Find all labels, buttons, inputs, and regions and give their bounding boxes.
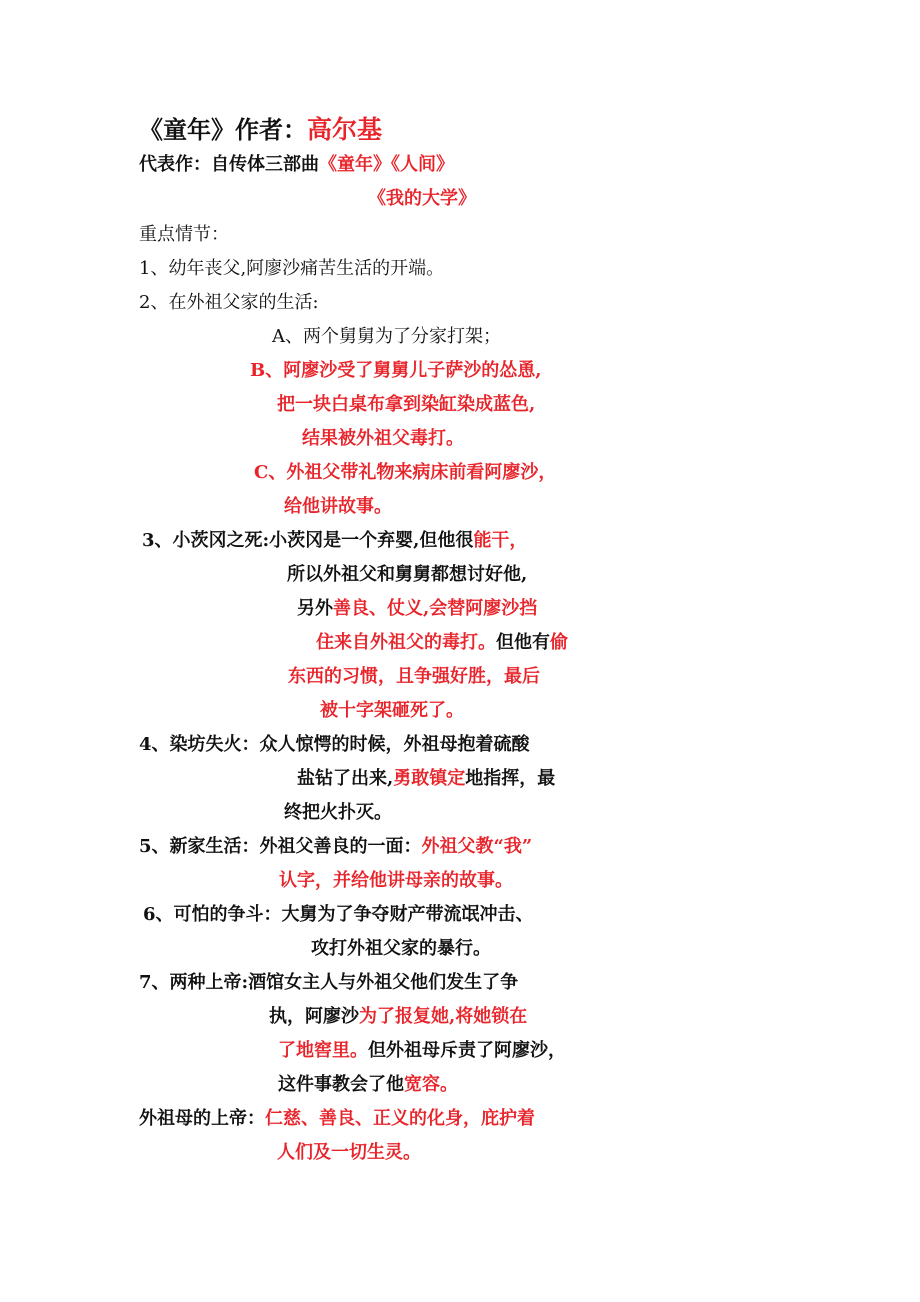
plot-7-line-3 <box>278 1038 566 1064</box>
plot-2c-line-1: C、外祖父带礼物来病床前看阿廖沙， <box>254 462 557 483</box>
plot-5-line-1 <box>139 834 532 860</box>
plot-3-line-2: 所以外祖父和舅舅都想讨好他, <box>287 564 528 585</box>
plot-8-highlight: 仁慈、善良、正义的化身，庇护着 <box>265 1108 535 1129</box>
plot-7-line-1: 7、两种上帝:酒馆女主人与外祖父他们发生了争 <box>139 972 519 993</box>
plot-3-line-6: 被十字架砸死了。 <box>320 700 464 721</box>
plot-5-line-2: 认字，并给他讲母亲的故事。 <box>279 870 513 891</box>
plot-8-line-1 <box>139 1106 535 1132</box>
plot-5-text: 5、新家生活：外祖父善良的一面： <box>139 836 422 857</box>
plot-7-highlight: 了地窖里。 <box>278 1040 368 1061</box>
plot-3-line-5: 东西的习惯，且争强好胜，最后 <box>288 666 540 687</box>
plot-4-line-1: 4、染坊失火：众人惊愕的时候，外祖母抱着硫酸 <box>139 734 530 755</box>
plot-3-line-4 <box>316 630 568 656</box>
plot-2b-line-3: 结果被外祖父毒打。 <box>302 428 464 449</box>
plot-7-text: 这件事教会了他 <box>278 1074 404 1095</box>
plot-7-highlight: 宽容。 <box>404 1074 458 1095</box>
plot-3-highlight: 偷 <box>550 632 568 653</box>
plot-8-text: 外祖母的上帝： <box>139 1108 265 1129</box>
author-name: 高尔基 <box>307 115 383 144</box>
plot-3-text: 但他有 <box>496 632 550 653</box>
plot-2b-line-1: B、阿廖沙受了舅舅儿子萨沙的怂恿, <box>250 360 542 381</box>
works-label: 代表作：自传体三部曲 <box>139 154 319 175</box>
works-line <box>139 152 454 178</box>
plot-2b-line-2: 把一块白桌布拿到染缸染成蓝色, <box>277 394 536 415</box>
works-titles: 《童年》《人间》 <box>319 154 454 175</box>
plot-3-highlight: 善良、仗义,会替阿廖沙挡 <box>333 598 538 619</box>
book-title: 《童年》作者： <box>139 115 307 144</box>
plot-3-line-1 <box>142 528 527 554</box>
plot-4-text: 地指挥，最 <box>465 768 556 789</box>
plot-3-text: 3、小茨冈之死:小茨冈是一个弃婴,但他很 <box>142 530 474 551</box>
plot-2a: A、两个舅舅为了分家打架； <box>272 326 501 347</box>
plot-7-highlight: 为了报复她,将她锁在 <box>359 1006 528 1027</box>
plot-7-line-4 <box>278 1072 458 1098</box>
doc-title <box>139 114 382 146</box>
plot-4-line-2 <box>297 766 555 792</box>
plot-6-line-1: 6、可怕的争斗：大舅为了争夺财产带流氓冲击、 <box>143 904 534 925</box>
works-titles-2: 《我的大学》 <box>368 188 476 209</box>
plot-4-text: 盐钻了出来, <box>297 768 394 789</box>
plot-7-line-2 <box>269 1004 527 1030</box>
section-heading: 重点情节： <box>139 224 229 245</box>
plot-3-text: 另外 <box>297 598 333 619</box>
plot-7-text: 执，阿廖沙 <box>269 1006 359 1027</box>
plot-4-highlight: 勇敢镇定 <box>393 768 466 789</box>
plot-3-highlight: 能干， <box>473 530 528 551</box>
plot-7-text: 但外祖母斥责了阿廖沙， <box>368 1040 566 1061</box>
plot-4-line-3: 终把火扑灭。 <box>284 802 392 823</box>
plot-1: 1、幼年丧父,阿廖沙痛苦生活的开端。 <box>139 258 445 279</box>
plot-2: 2、在外祖父家的生活: <box>139 292 319 313</box>
plot-3-line-3 <box>297 596 537 622</box>
plot-8-line-2: 人们及一切生灵。 <box>277 1142 421 1163</box>
plot-5-highlight: 外祖父教“我” <box>421 836 533 857</box>
plot-6-line-2: 攻打外祖父家的暴行。 <box>311 938 491 959</box>
plot-3-highlight: 住来自外祖父的毒打。 <box>316 632 496 653</box>
plot-2c-line-2: 给他讲故事。 <box>284 496 392 517</box>
